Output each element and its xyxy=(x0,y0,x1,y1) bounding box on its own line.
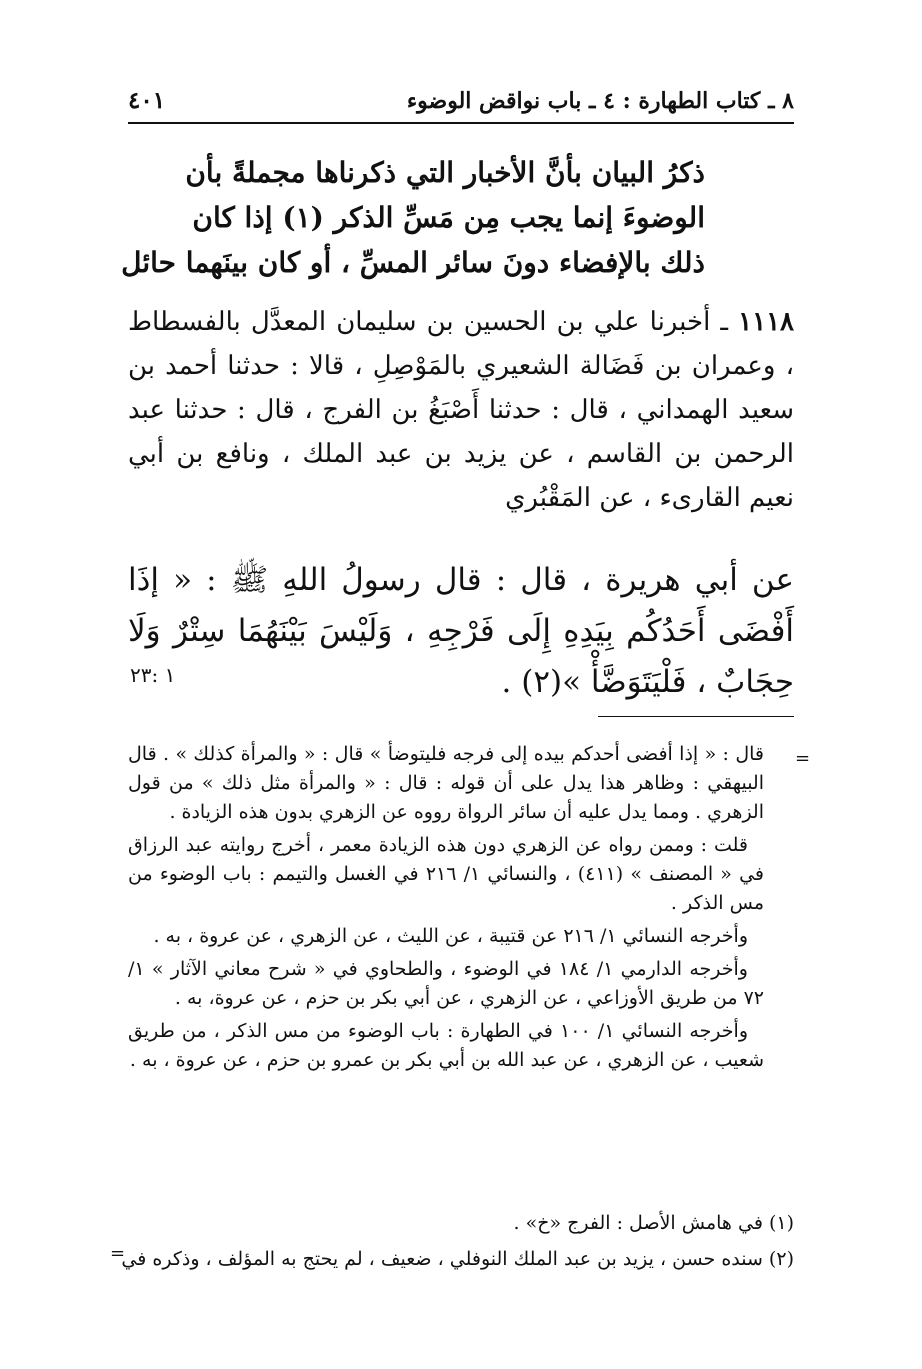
continuation-mark-bottom: = xyxy=(110,1243,126,1264)
footnotes xyxy=(121,1205,794,1277)
continuation-mark: = xyxy=(795,748,811,769)
hadith-matn: عن أبي هريرة ، قال : قال رسولُ اللهِ ﷺ : « إذَا أَفْضَى أَحَدُكُم بِيَدِهِ إِلَى فَرْجِهِ ، وَلَيْسَ بَيْنَهُمَا سِتْرٌ وَلَا حِجَابٌ ، فَلْيَتَوَضَّأْ »(٢) . xyxy=(128,562,794,700)
section-heading xyxy=(121,150,705,285)
hadith-number: ١١١٨ xyxy=(738,307,795,337)
footnote-2: (٢) سنده حسن ، يزيد بن عبد الملك النوفلي ، ضعيف ، لم يحتج به المؤلف ، وذكره في xyxy=(121,1248,794,1270)
hadith-reference: ١ :٢٣ xyxy=(130,663,176,687)
footnote-paragraph: قال : « إذا أفضى أحدكم بيده إلى فرجه فليتوضأ » قال : « والمرأة كذلك » . قال البيهقي : وظاهر هذا يدل على أن قوله : قال : « والمرأة مثل ذلك » من قول الزهري . ومما يدل عليه أن سائر الرواة رووه عن الزهري بدون هذه الزيادة . xyxy=(128,743,764,823)
heading-line-2: الوضوءَ إنما يجب مِن مَسِّ الذكر (١) إذا كان xyxy=(192,201,705,234)
heading-line-1: ذكرُ البيان بأنَّ الأخبار التي ذكرناها مجملةً بأن xyxy=(185,156,705,189)
page-number: ٤٠١ xyxy=(128,87,166,114)
heading-line-3: ذلك بالإفضاء دونَ سائر المسِّ ، أو كان بينَهما حائل xyxy=(121,246,705,279)
footnote-paragraph: قلت : وممن رواه عن الزهري دون هذه الزيادة معمر ، أخرج روايته عبد الرزاق في « المصنف » (٤١١) ، والنسائي ١/ ٢١٦ في الغسل والتيمم : باب الوضوء من مس الذكر . xyxy=(128,834,764,914)
running-header-title: ٨ ـ كتاب الطهارة : ٤ ـ باب نواقض الوضوء xyxy=(406,88,794,114)
footnote-paragraph: وأخرجه الدارمي ١/ ١٨٤ في الوضوء ، والطحاوي في « شرح معاني الآثار » ١/ ٧٢ من طريق الأوزاعي ، عن الزهري ، عن أبي بكر بن حزم ، عن عروة، به . xyxy=(128,958,764,1009)
footnote-1: (١) في هامش الأصل : الفرج «خ» . xyxy=(513,1212,794,1234)
footnote-continuation xyxy=(128,740,764,1079)
hadith-isnad xyxy=(128,300,794,520)
footnote-paragraph: وأخرجه النسائي ١/ ٢١٦ عن قتيبة ، عن الليث ، عن الزهري ، عن عروة ، به . xyxy=(153,925,748,947)
header-rule xyxy=(128,122,794,124)
footnote-rule xyxy=(598,716,794,717)
footnote-paragraph: وأخرجه النسائي ١/ ١٠٠ في الطهارة : باب الوضوء من مس الذكر ، من طريق شعيب ، عن الزهري ، عن عبد الله بن أبي بكر بن عمرو بن حزم ، عن عروة ، به . xyxy=(128,1020,764,1071)
isnad-text: ـ أخبرنا علي بن الحسين بن سليمان المعدَّل بالفسطاط ، وعمران بن فَضَالة الشعيري بالمَوْصِلِ ، قالا : حدثنا أحمد بن سعيد الهمداني ، قال : حدثنا أَصْبَغُ بن الفرج ، قال : حدثنا عبد الرحمن بن القاسم ، عن يزيد بن عبد الملك ، ونافع بن أبي نعيم القارىء ، عن المَقْبُري xyxy=(128,307,794,513)
